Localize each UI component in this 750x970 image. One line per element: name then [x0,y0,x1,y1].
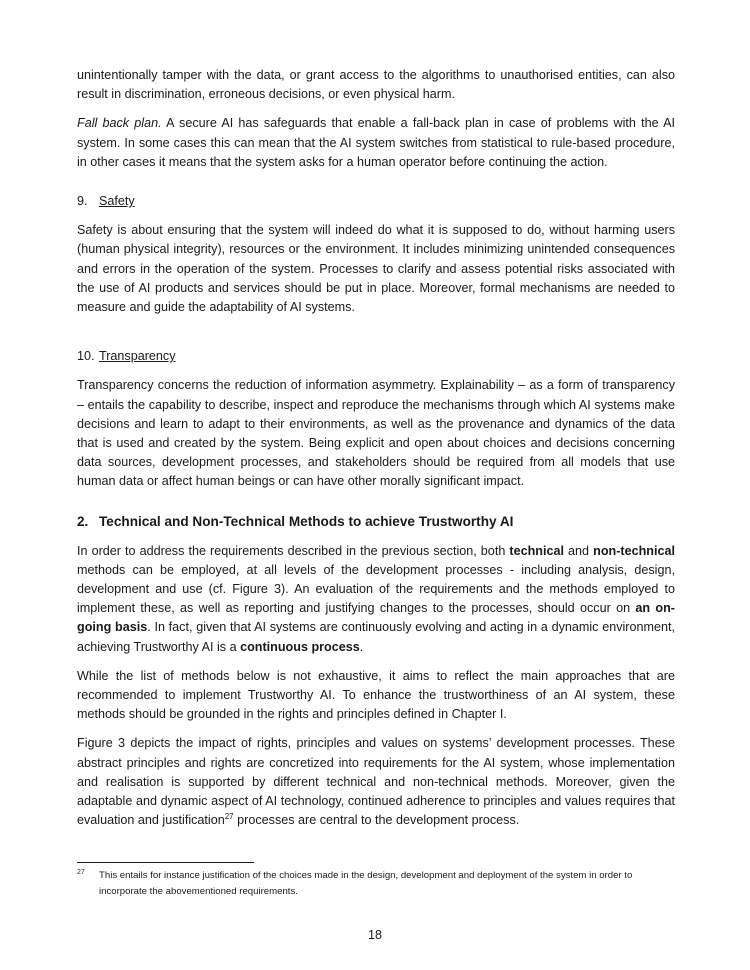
fallback-text: A secure AI has safeguards that enable a fall-back plan in case of problems with the AI system. In some cases this can mean that the AI system switches from statistical to rule-based procedure, in other cases it means that the system asks for a human operator before continuing the action. [77,116,676,169]
paragraph-figure [77,734,675,830]
footnote-reference[interactable]: 27 [224,812,234,822]
paragraph-list: While the list of methods below is not exhaustive, it aims to reflect the main approaches that are recommended to implement Trustworthy AI. To enhance the trustworthiness of an AI system, these methods should be grounded in the rights and principles defined in Chapter I. [77,668,675,722]
section-heading-transparency [77,347,675,366]
page-number: 18 [367,928,382,942]
paragraph-transparency: Transparency concerns the reduction of information asymmetry. Explainability – as a form of transparency – entails the capability to describe, inspect and reproduce the mechanisms through which AI systems make decisions and learn to adapt to their environments, as well as the provenance and dynamics of the data that is used and created by the system. Being explicit and open about choices and decisions concerning data sources, development processes, and stakeholders should be required from all models that use human data or affect human beings or can have other morally significant impact. [77,378,675,489]
text-run: processes are central to the development process. [233,813,520,828]
footnote-text: This entails for instance justification of the choices made in the design, development and deployment of the system in order to incorporate the abovementioned requirements. [99,870,633,897]
paragraph-safety: Safety is about ensuring that the system will indeed do what it is supposed to do, without harming users (human physical integrity), resources or the environment. It includes minimizing unintended consequences and errors in the operation of the system. Processes to clarify and assess potential risks associated with the use of AI products and services should be put in place. Moreover, formal mechanisms are needed to measure and guide the adaptability of AI systems. [77,223,675,315]
fallback-lead: Fall back plan. [77,116,162,131]
paragraph-methods [77,542,675,657]
section-title: Safety [99,194,135,209]
text-run: . [359,639,364,654]
section-number: 10. [77,349,95,364]
text-run: methods can be employed, at all levels of the development processes - including analysis, design, development and use (cf. Figure 3). An evaluation of the requirements and the methods employed to implement these, as well as reporting and justifying changes to the processes, should occur on [77,562,675,616]
paragraph-fallback [77,114,675,172]
footnote-mark: 27 [77,869,85,876]
text-run: In order to address the requirements described in the previous section, both [77,543,510,558]
text-run: Figure 3 depicts the impact of rights, principles and values on systems’ development processes. These abstract principles and rights are concretized into requirements for the AI system, whose implementation and realisation is supported by different technical and non-technical methods. Moreover, given the adaptable and dynamic aspect of AI technology, continued adherence to principles and values requires that evaluation and justification [77,736,675,828]
chapter-heading-methods [77,512,675,532]
section-number: 9. [77,194,88,209]
page-body [77,66,675,831]
bold-run: continuous process [240,639,360,654]
bold-run: an on-going basis [77,601,675,635]
section-title: Transparency [99,349,176,364]
paragraph-tamper: unintentionally tamper with the data, or grant access to the algorithms to unauthorised entities, can also result in discrimination, erroneous decisions, or even physical harm. [77,68,675,102]
bold-run: non-technical [593,543,675,558]
heading-title: Technical and Non-Technical Methods to achieve Trustworthy AI [99,513,514,529]
bold-run: technical [509,543,564,558]
text-run: . In fact, given that AI systems are continuously evolving and acting in a dynamic environment, achieving Trustworthy AI is a [77,620,675,654]
footnote-rule [77,862,254,863]
text-run: and [563,543,594,558]
section-heading-safety [77,192,675,211]
heading-number: 2. [77,513,89,529]
footnote [77,868,675,900]
